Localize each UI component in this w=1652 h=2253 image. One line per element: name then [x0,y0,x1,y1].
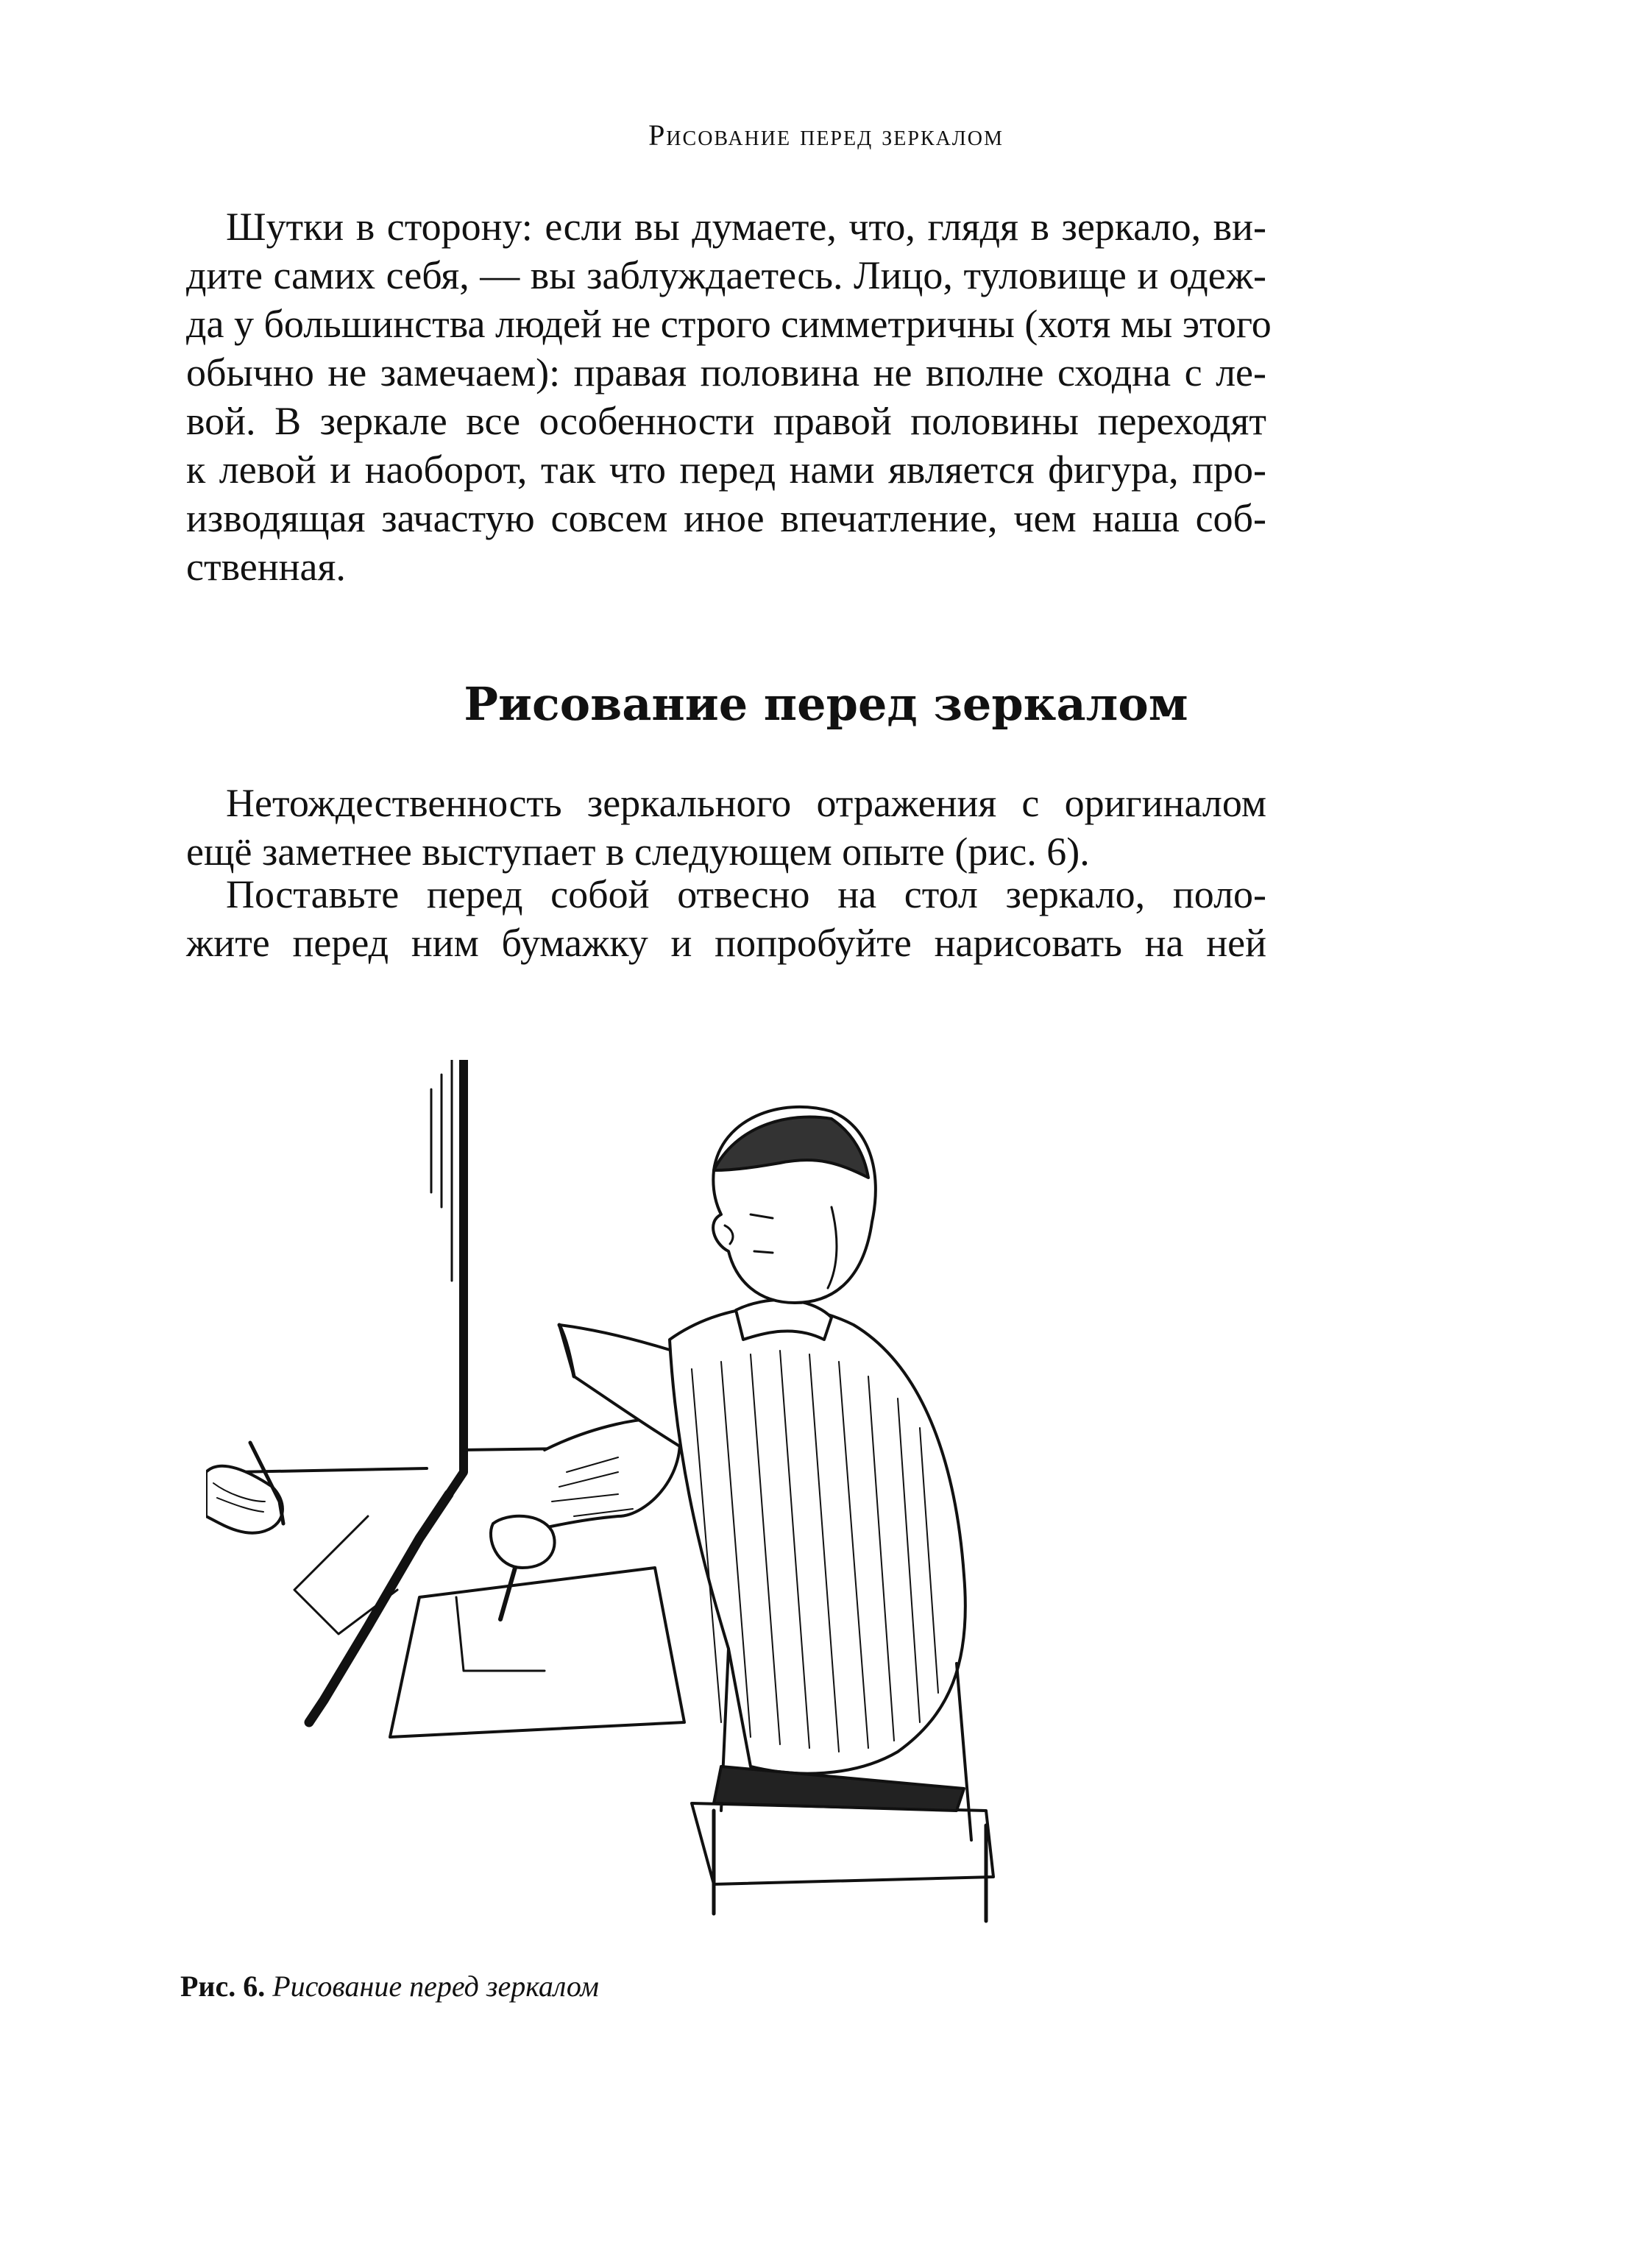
running-head: Рисование перед зеркалом [648,119,1004,152]
mirror-drawing-illustration [206,1060,1207,1958]
text-line: Нетождественность зеркального отражения с оригиналом [226,781,1266,825]
text-line: Поставьте перед собой отвесно на стол зеркало, поло- [226,872,1266,916]
caption-label: Рис. 6. [180,1970,266,2003]
text-line: жите перед ним бумажку и попробуйте нарисовать на ней [186,921,1266,965]
text-line: вой. В зеркале все особенности правой половины переходят [186,399,1266,443]
text-line: Шутки в сторону: если вы думаете, что, глядя в зеркало, ви- [226,205,1266,249]
text-line: ещё заметнее выступает в следующем опыте (рис. 6). [186,830,1090,874]
text-line: да у большинства людей не строго симметричны (хотя мы этого [186,302,1272,346]
figure-caption [180,1969,599,2003]
text-line: ственная. [186,545,346,589]
text-line: к левой и наоборот, так что перед нами является фигура, про- [186,448,1266,492]
text-line: дите самих себя, — вы заблуждаетесь. Лицо, туловище и одеж- [186,253,1266,297]
text-line: изводящая зачастую совсем иное впечатление, чем наша соб- [186,496,1266,540]
figure-illustration [206,1060,1207,1958]
text-line: обычно не замечаем): правая половина не вполне сходна с ле- [186,350,1266,395]
caption-text: Рисование перед зеркалом [272,1970,599,2003]
section-title: Рисование перед зеркалом [464,677,1188,731]
